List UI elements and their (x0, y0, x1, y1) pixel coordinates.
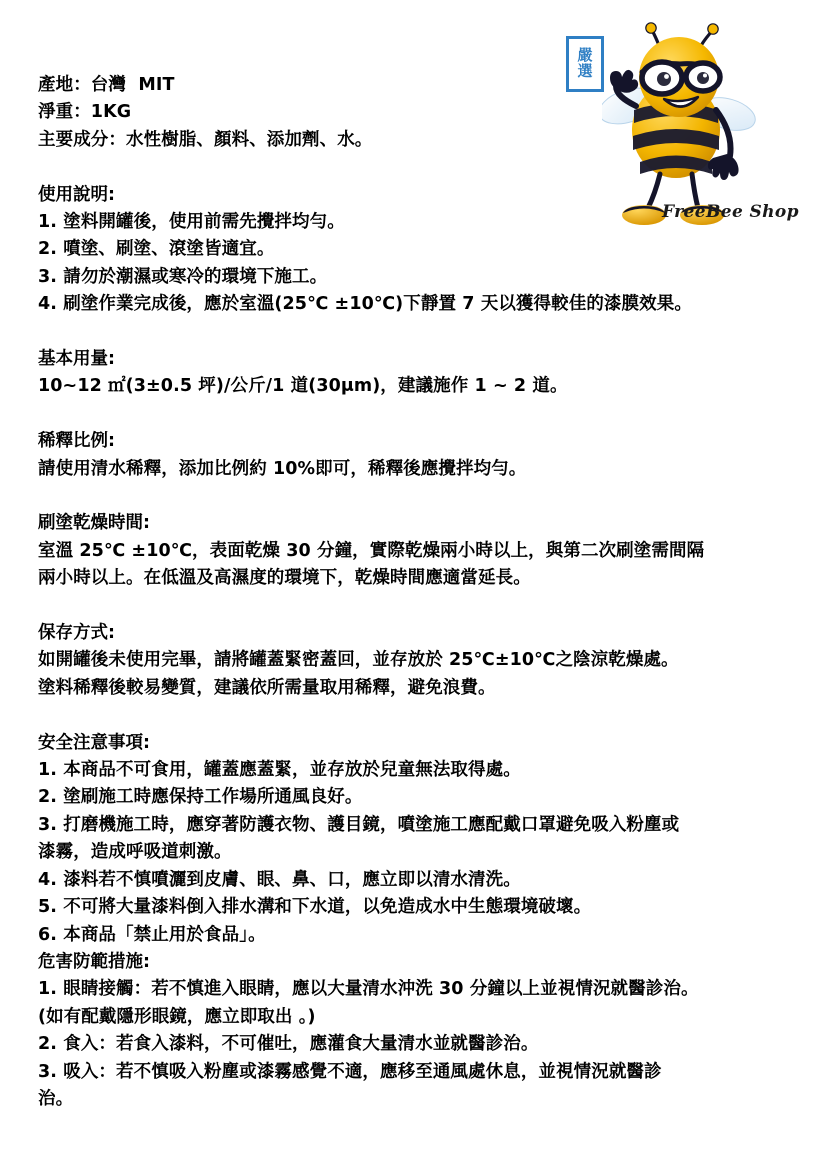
section-heading-usage-instructions: 使用說明: (38, 184, 115, 205)
spacer (38, 593, 800, 620)
hazard-prevention-line-2: (如有配戴隱形眼鏡，應立即取出 。) (38, 1006, 316, 1027)
hazard-prevention-line-4: 3. 吸入：若不慎吸入粉塵或漆霧感覺不適，應移至通風處休息，並視情況就醫診 (38, 1061, 662, 1082)
section-heading-safety-notes: 安全注意事項: (38, 732, 150, 753)
basic-coverage-line-1: 10~12 ㎡(3±0.5 坪)/公斤/1 道(30μm)，建議施作 1 ~ 2 道。 (38, 376, 568, 397)
hazard-prevention-line-5: 治。 (38, 1088, 74, 1109)
usage-instructions-line-3: 3. 請勿於潮濕或寒冷的環境下施工。 (38, 266, 328, 287)
storage-method-line-2: 塗料稀釋後較易變質，建議依所需量取用稀釋，避免浪費。 (38, 677, 496, 698)
spacer (38, 319, 800, 346)
section-heading-dilution-ratio: 稀釋比例: (38, 431, 115, 452)
safety-notes-line-2: 2. 塗刷施工時應保持工作場所通風良好。 (38, 787, 363, 808)
instruction-text-body (38, 72, 800, 1113)
shop-name-text: FreeBee Shop (662, 202, 799, 222)
usage-instructions-line-4: 4. 刷塗作業完成後，應於室溫(25℃ ±10℃)下靜置 7 天以獲得較佳的漆膜效果。 (38, 294, 692, 315)
product-net-weight: 淨重：1KG (38, 102, 132, 123)
badge-char-bottom: 選 (577, 62, 593, 80)
product-origin: 產地：台灣 MIT (38, 75, 175, 95)
safety-notes-line-4: 漆霧，造成呼吸道刺激。 (38, 842, 232, 863)
spacer (38, 154, 800, 181)
safety-notes-line-1: 1. 本商品不可食用，罐蓋應蓋緊，並存放於兒童無法取得處。 (38, 760, 521, 781)
section-heading-basic-coverage: 基本用量: (38, 349, 115, 370)
hazard-prevention-line-3: 2. 食入：若食入漆料，不可催吐，應灌食大量清水並就醫診治。 (38, 1034, 539, 1055)
spacer (38, 401, 800, 428)
section-heading-storage-method: 保存方式: (38, 623, 115, 644)
spacer (38, 702, 800, 729)
product-ingredients: 主要成分：水性樹脂、顏料、添加劑、水。 (38, 129, 373, 150)
usage-instructions-line-1: 1. 塗料開罐後，使用前需先攪拌均勻。 (38, 212, 345, 233)
storage-method-line-1: 如開罐後未使用完畢，請將罐蓋緊密蓋回，並存放於 25℃±10℃之陰涼乾燥處。 (38, 650, 679, 671)
drying-time-line-2: 兩小時以上。在低溫及高濕度的環境下，乾燥時間應適當延長。 (38, 568, 531, 589)
safety-notes-line-6: 5. 不可將大量漆料倒入排水溝和下水道，以免造成水中生態環境破壞。 (38, 897, 592, 918)
safety-notes-line-3: 3. 打磨機施工時，應穿著防護衣物、護目鏡，噴塗施工應配戴口罩避免吸入粉塵或 (38, 814, 680, 835)
safety-notes-line-7: 6. 本商品「禁止用於食品」。 (38, 924, 266, 945)
safety-notes-line-5: 4. 漆料若不慎噴灑到皮膚、眼、鼻、口，應立即以清水清洗。 (38, 869, 521, 890)
badge-char-top: 嚴 (577, 46, 593, 65)
hazard-prevention-line-1: 1. 眼睛接觸：若不慎進入眼睛，應以大量清水沖洗 30 分鐘以上並視情況就醫診治。 (38, 979, 699, 1000)
section-heading-hazard-prevention: 危害防範措施: (38, 951, 150, 972)
drying-time-line-1: 室溫 25℃ ±10℃，表面乾燥 30 分鐘，實際乾燥兩小時以上，與第二次刷塗需間隔 (38, 540, 705, 561)
section-heading-drying-time: 刷塗乾燥時間: (38, 513, 150, 534)
usage-instructions-line-2: 2. 噴塗、刷塗、滾塗皆適宜。 (38, 239, 275, 260)
spacer (38, 483, 800, 510)
dilution-ratio-line-1: 請使用清水稀釋，添加比例約 10%即可，稀釋後應攪拌均勻。 (38, 458, 527, 479)
